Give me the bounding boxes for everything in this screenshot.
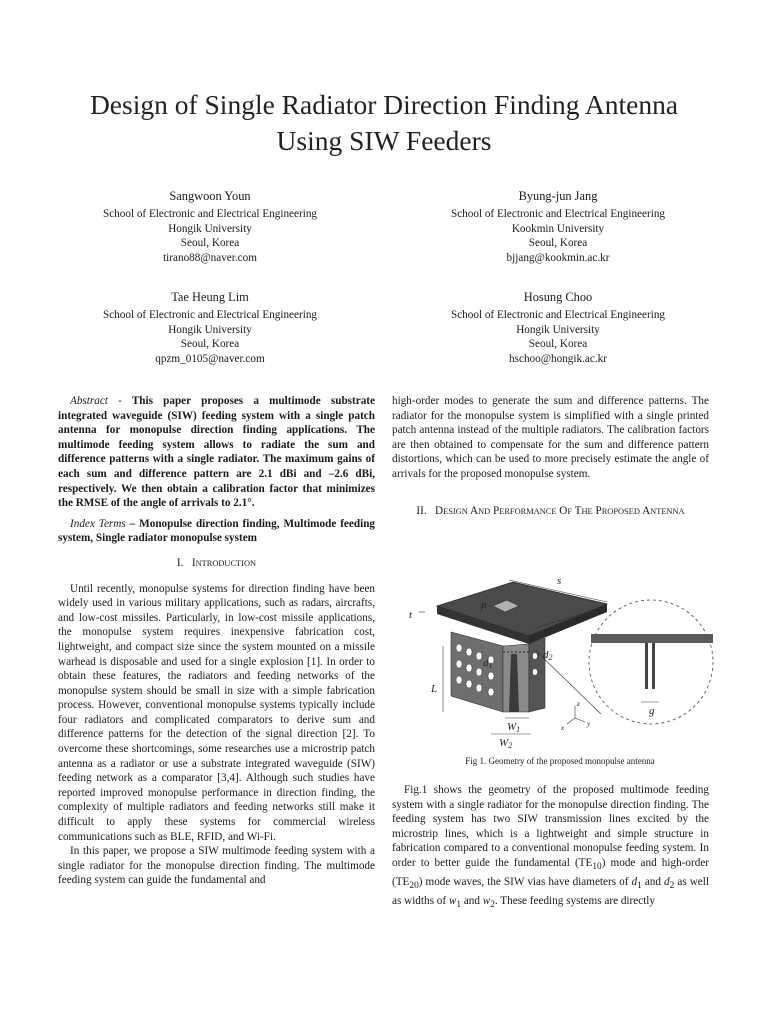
author-name: Tae Heung Lim <box>171 290 249 304</box>
index-terms-text: – Monopulse direction finding, Multimode feeding system, Single radiator monopulse system <box>58 517 376 545</box>
right-paragraph-2: Fig.1 shows the geometry of the proposed multimode feeding system with a single radiator for the monopulse direction finding. The feeding system has two SIW transmission lines excited by the microstrip lines, which is a lightweight and simple structure in fabrication compared to a conventional monopulse feeding system. In order to better guide the fundamental $(TE_{10})$ mode and high-order $(TE_{20})$ mode waves, the SIW vias have diameters of $d_1$ and $d_2$ as well as widths of $w_1$ and $w_2$. These feeding systems are directly <box>392 784 710 910</box>
label-axis-x: x <box>561 724 565 732</box>
label-p: p <box>481 599 487 611</box>
antenna-geometry-figure <box>395 562 725 762</box>
right-column <box>392 394 709 529</box>
author-location: Seoul, Korea <box>180 338 240 351</box>
author-univ: Hongik University <box>168 222 252 235</box>
author-block-2 <box>408 188 708 265</box>
label-axis-y: y <box>587 720 591 728</box>
author-block-1 <box>60 188 360 265</box>
section-heading-introduction: I. INTRODUCTION <box>176 556 257 569</box>
author-univ: Hongik University <box>516 323 600 336</box>
author-dept: School of Electronic and Electrical Engineering <box>450 208 666 220</box>
abstract <box>58 394 375 511</box>
detail-feed-left <box>645 643 648 689</box>
section-heading-design: II. DESIGN AND PERFORMANCE OF THE PROPOSED ANTENNA <box>416 504 685 517</box>
intro-paragraph-2: In this paper, we propose a SIW multimode feeding system with a single radiator for the monopulse direction finding. The multimode feeding system can guide the fundamental and <box>58 845 375 887</box>
author-name: Byung-jun Jang <box>518 189 598 203</box>
author-location: Seoul, Korea <box>528 338 588 351</box>
author-dept: School of Electronic and Electrical Engineering <box>102 309 318 321</box>
figure-caption: Fig 1. Geometry of the proposed monopulse antenna <box>465 756 655 766</box>
label-s: s <box>557 575 562 587</box>
right-column-lower <box>392 783 709 912</box>
figure-1 <box>395 562 725 762</box>
author-univ: Hongik University <box>168 323 252 336</box>
label-W2: W2 <box>499 737 513 750</box>
detail-patch-plate <box>591 634 713 643</box>
author-univ: Kookmin University <box>511 222 605 235</box>
author-block-3 <box>60 289 360 366</box>
label-g: g <box>649 705 655 717</box>
index-terms <box>58 517 375 546</box>
label-d1: d1 <box>483 657 493 670</box>
author-dept: School of Electronic and Electrical Engineering <box>450 309 666 321</box>
abstract-label: Abstract - <box>70 395 122 407</box>
axes-icon <box>567 706 585 724</box>
abstract-text: This paper proposes a multimode substrate integrated waveguide (SIW) feeding system with a single patch antenna for monopulse direction finding applications. The multimode feeding system allows to radiate the sum and difference patterns with a single radiator. The maximum gains of each sum and difference pattern are 2.1 dBi and –2.6 dBi, respectively. We then obtain a calibration factor that minimizes the RMSE of the angle of arrivals to 2.1°. <box>58 395 375 510</box>
left-column <box>58 394 375 888</box>
author-block-4 <box>408 289 708 366</box>
label-d2: d2 <box>543 649 553 662</box>
author-email: qpzm_0105@naver.com <box>155 352 265 365</box>
index-terms-label: Index Terms <box>70 517 126 530</box>
author-location: Seoul, Korea <box>180 237 240 250</box>
author-email: tirano88@naver.com <box>163 251 257 264</box>
label-axis-z: z <box>577 700 580 708</box>
author-email: bjjang@kookmin.ac.kr <box>506 251 610 264</box>
title-line-2: Using SIW Feeders <box>276 125 492 156</box>
author-name: Sangwoon Youn <box>169 189 251 203</box>
author-dept: School of Electronic and Electrical Engineering <box>102 208 318 220</box>
author-name: Hosung Choo <box>523 290 593 304</box>
patch-top-face <box>437 582 607 636</box>
author-email: hschoo@hongik.ac.kr <box>509 352 607 365</box>
label-L: L <box>431 683 438 695</box>
intro-paragraph-1: Until recently, monopulse systems for direction finding have been widely used in various military applications, such as radars, aircrafts, and low-cost missiles. Particularly, in low-cost missile applications, the monopulse system requires inexpensive fabrication cost, lightweight, and compact size since the system mounted on a missile warhead is disposable and used for a single explosion [1]. In order to obtain these features, the radiators and feeding networks of the monopulse system should be small in size with a simple fabrication process. However, conventional monopulse systems typically include four radiators and complicated comparators to derive sum and difference patterns for the detection of the signal direction [2]. To overcome these shortcomings, some researches use a microstrip patch antenna as a radiator or use a substrate integrated waveguide (SIW) feeding network as a comparator [3,4]. Although such studies have reported improved monopulse performance in direction finding, the complexity of multiple radiators and feeding networks still make it difficult to apply these systems for commercial wireless communications such as BLE, RFID, and Wi-Fi. <box>58 582 375 843</box>
label-t: t <box>409 609 413 621</box>
label-W1: W1 <box>507 721 521 734</box>
title-line-1: Design of Single Radiator Direction Finding Antenna <box>89 89 679 120</box>
author-location: Seoul, Korea <box>528 237 588 250</box>
detail-feed-right <box>652 643 655 689</box>
paper-title <box>40 87 728 159</box>
right-paragraph-1: high-order modes to generate the sum and difference patterns. The radiator for the monopulse system is simplified with a single printed patch antenna instead of the multiple radiators. The calibration factors are then obtained to compensate for the sum and difference pattern distortions, which can be used to more precisely estimate the angle of arrivals for the proposed monopulse system. <box>392 395 709 480</box>
